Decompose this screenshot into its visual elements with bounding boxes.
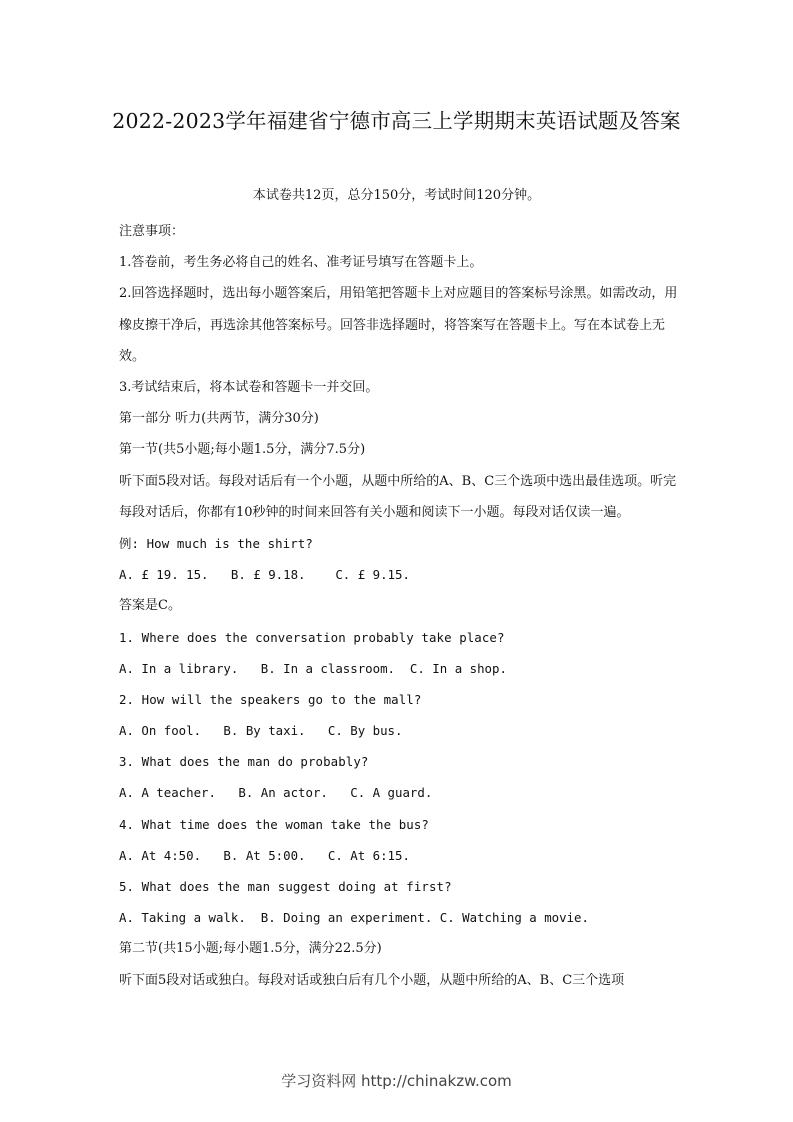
document-body xyxy=(119,216,679,996)
section-heading: 第二节(共15小题;每小题1.5分，满分22.5分) xyxy=(119,941,382,957)
section-instructions: 听下面5段对话或独白。每段对话或独白后有几个小题，从题中所给的A、B、C三个选项 xyxy=(119,972,625,988)
section-heading: 第一节(共5小题;每小题1.5分，满分7.5分) xyxy=(119,442,366,458)
question-options: A. A teacher. B. An actor. C. A guard. xyxy=(119,785,433,801)
example-options: A. £ 19. 15. B. £ 9.18. C. £ 9.15. xyxy=(119,567,410,583)
note-item: 2.回答选择题时，选出每小题答案后，用铅笔把答题卡上对应题目的答案标号涂黑。如需改动，用橡皮擦干净后，再选涂其他答案标号。回答非选择题时，将答案写在答题卡上。写在本试卷上无效。 xyxy=(119,286,678,364)
example-answer: 答案是C。 xyxy=(119,598,181,614)
question-text: 2. How will the speakers go to the mall? xyxy=(119,691,422,707)
question-options: A. At 4:50. B. At 5:00. C. At 6:15. xyxy=(119,847,410,863)
question-options: A. On fool. B. By taxi. C. By bus. xyxy=(119,723,403,739)
question-text: 5. What does the man suggest doing at first? xyxy=(119,879,452,895)
notes-heading: 注意事项： xyxy=(119,224,185,239)
question-text: 4. What time does the woman take the bus? xyxy=(119,816,429,832)
question-text: 1. Where does the conversation probably take place? xyxy=(119,629,505,645)
exam-info: 本试卷共12页，总分150分，考试时间120分钟。 xyxy=(252,188,541,203)
question-options: A. In a library. B. In a classroom. C. In a shop. xyxy=(119,660,507,676)
note-item: 1.答卷前，考生务必将自己的姓名、准考证号填写在答题卡上。 xyxy=(119,255,483,271)
note-item: 3.考试结束后，将本试卷和答题卡一并交回。 xyxy=(119,379,379,395)
question-options: A. Taking a walk. B. Doing an experiment. C. Watching a movie. xyxy=(119,910,589,926)
part-heading: 第一部分 听力(共两节，满分30分) xyxy=(119,411,319,427)
question-text: 3. What does the man do probably? xyxy=(119,754,369,770)
document-title: 2022-2023学年福建省宁德市高三上学期期末英语试题及答案 xyxy=(112,109,681,133)
section-instructions: 听下面5段对话。每段对话后有一个小题，从题中所给的A、B、C三个选项中选出最佳选项。听完每段对话后，你都有10秒钟的时间来回答有关小题和阅读下一小题。每段对话仅读一遍。 xyxy=(119,473,677,520)
footer-watermark: 学习资料网 http://chinakzw.com xyxy=(281,1072,512,1090)
example-question: 例: How much is the shirt? xyxy=(119,535,313,551)
